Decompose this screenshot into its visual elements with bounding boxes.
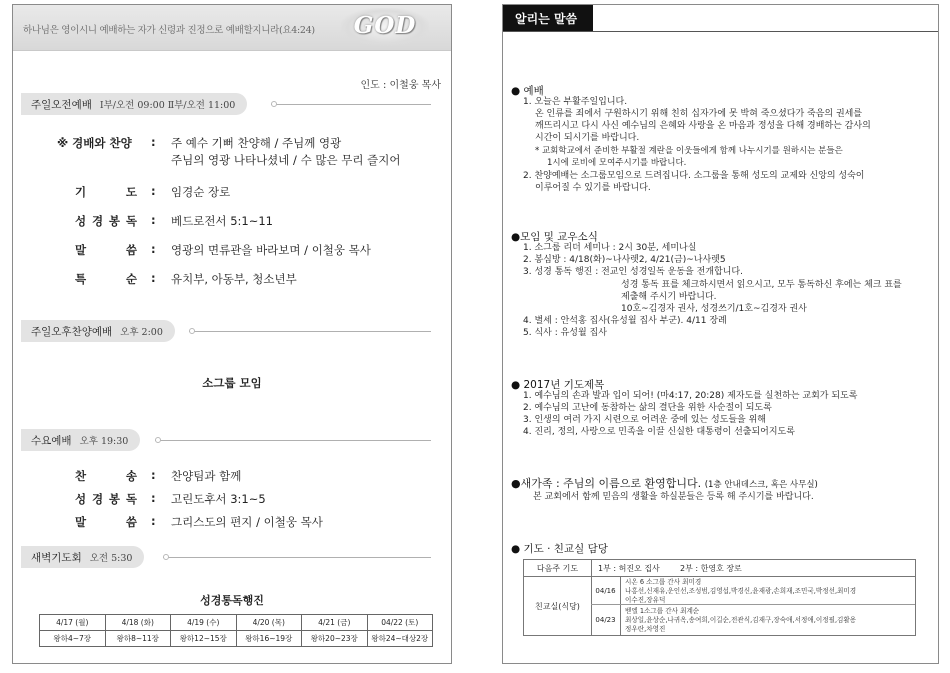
section-header-afternoon: [21, 320, 431, 342]
table-divider: [620, 577, 621, 635]
section-time: 오전 5:30: [89, 553, 133, 564]
fellowship-label: 친교실(식당): [535, 601, 580, 611]
row-label: ※ 경배와 찬양: [57, 136, 132, 150]
section-title: 주일오전예배: [31, 98, 92, 111]
prayer-topic: 1. 예수님의 손과 발과 입이 되어! (마4:17, 20:28) 제자도를 실천하는 교회가 되도록: [523, 391, 858, 401]
section-pill: [21, 429, 140, 451]
entry-date: 04/16: [595, 586, 616, 595]
section-title: 수요예배: [31, 434, 72, 447]
table-cell: 왕하20~23장: [302, 631, 368, 647]
row-colon: :: [151, 468, 156, 482]
meetings-line: 5. 식사 : 유성월 집사: [523, 328, 607, 338]
fellowship-heading: ● 기도 · 친교실 담당: [511, 543, 608, 555]
worship-line: 이루어질 수 있기를 바랍니다.: [535, 183, 651, 193]
prayer-topics-heading: ● 2017년 기도제목: [511, 379, 605, 391]
table-cell: 왕하12~15장: [171, 631, 237, 647]
meetings-line: 4. 별세 : 안석홍 집사(유성월 집사 부군). 4/11 장례: [523, 316, 727, 326]
next-prayer-second: 2부 : 한영호 장로: [680, 563, 742, 573]
table-cell: 왕하16~19장: [236, 631, 302, 647]
worship-heading: ● 예배: [511, 85, 544, 97]
table-cell: 왕하4~7장: [40, 631, 106, 647]
entry-line: 이수진,장유덕: [625, 596, 666, 604]
announcements-header: 알리는 말씀: [503, 5, 593, 32]
table-cell: 왕하8~11장: [105, 631, 171, 647]
section-dot: [271, 101, 277, 107]
section-header-morning: [21, 93, 431, 115]
row-colon: :: [151, 213, 156, 227]
god-logo: [341, 8, 429, 46]
prayer-topic: 4. 진리, 정의, 사랑으로 민족을 이끌 신실한 대통령이 선출되어지도록: [523, 427, 795, 437]
worship-line: 1. 오늘은 부활주일입니다.: [523, 97, 628, 107]
meetings-line: 1. 소그룹 리더 세미나 : 2시 30분, 세미나실: [523, 243, 697, 253]
table-row: [40, 631, 433, 647]
entry-date: 04/23: [595, 616, 616, 624]
table-row: [40, 615, 433, 631]
row-value: [171, 135, 400, 169]
row-label: 말 씀: [75, 243, 137, 257]
worship-line: * 교회학교에서 준비한 부활절 계란을 이웃들에게 함께 나누시기를 원하시는 분들은: [535, 146, 843, 156]
section-pill: [21, 93, 247, 115]
row-value: 베드로전서 5:1~11: [171, 214, 273, 228]
section-divider: [155, 440, 431, 441]
table-cell: 4/18 (화): [105, 615, 171, 631]
section-time: 오후 2:00: [120, 327, 163, 338]
section-dot: [189, 328, 195, 334]
announcements-page: [502, 4, 939, 664]
table-cell: 4/20 (목): [236, 615, 302, 631]
row-label: 기 도: [75, 185, 137, 199]
row-label: 말 씀: [75, 515, 137, 529]
bulletin-order-page: [12, 4, 452, 664]
section-pill: [21, 546, 144, 568]
row-label: 찬 송: [75, 469, 137, 483]
newcomers-line: 본 교회에서 함께 믿음의 생활을 하실분들은 등록 해 주시기를 바랍니다.: [533, 492, 814, 502]
prayer-topic: 3. 인생의 여러 가지 시련으로 어려운 중에 있는 성도들을 위해: [523, 415, 766, 425]
table-cell: 왕하24~대상2장: [367, 631, 433, 647]
newcomers-title: ●새가족 : 주님의 이름으로 환영합니다.: [511, 477, 702, 490]
newcomers-note: (1층 안내데스크, 혹은 사무실): [704, 480, 818, 490]
row-value: 찬양팀과 함께: [171, 469, 242, 483]
entry-line: 시온 6 소그룹 간사 최미경: [625, 578, 702, 586]
table-cell: 4/21 (금): [302, 615, 368, 631]
praise-line-2: 주님의 영광 나타나셨네 / 수 많은 무리 즐지어: [171, 153, 401, 167]
worship-line: 1시에 로비에 모여주시기를 바랍니다.: [547, 158, 687, 168]
row-colon: :: [151, 491, 156, 505]
row-label: 성 경 봉 독: [75, 492, 137, 506]
worship-line: 깨뜨리시고 다시 사신 예수님의 은혜와 사랑을 온 마음과 정성을 다해 경배하는 감사의: [535, 121, 871, 131]
row-colon: :: [151, 271, 156, 285]
section-divider: [189, 331, 431, 332]
newcomers-heading: [511, 475, 818, 491]
fellowship-table: [523, 559, 916, 636]
prayer-topic: 2. 예수님의 고난에 동참하는 삶의 결단을 위한 사순절이 되도록: [523, 403, 772, 413]
next-prayer-first: 1부 : 허진오 집사: [598, 563, 660, 573]
section-dot: [155, 437, 161, 443]
entry-line: 벧엘 1소그룹 간사 최계순: [625, 607, 700, 615]
row-label: 성 경 봉 독: [75, 214, 137, 228]
worship-line: 시간이 되시기를 바랍니다.: [535, 133, 640, 143]
row-label: 특 순: [75, 272, 137, 286]
table-cell: 4/19 (수): [171, 615, 237, 631]
table-cell: 4/17 (월): [40, 615, 106, 631]
reading-title: 성경통독행진: [200, 594, 264, 607]
praise-line-1: 주 예수 기뻐 찬양해 / 주님께 영광: [171, 136, 342, 150]
entry-line: 최상일,윤상순,나귀옥,송여희,이길순,전관식,김재구,장숙애,서정애,이정필,김활용: [625, 616, 857, 624]
section-dot: [163, 554, 169, 560]
section-divider: [271, 104, 431, 105]
meetings-line: 제출해 주시기 바랍니다.: [621, 292, 717, 302]
table-divider: [591, 560, 592, 576]
row-colon: :: [151, 514, 156, 528]
row-value: 임경순 장로: [171, 185, 231, 199]
meetings-heading: ●모임 및 교우소식: [511, 231, 598, 243]
table-cell: 04/22 (토): [367, 615, 433, 631]
section-title: 주일오후찬양예배: [31, 325, 113, 338]
section-header-wednesday: [21, 429, 431, 451]
preacher-label: 인도 : 이철웅 목사: [360, 80, 441, 91]
row-colon: :: [151, 135, 156, 149]
row-value: 영광의 면류관을 바라보며 / 이철웅 목사: [171, 243, 371, 257]
section-divider: [163, 557, 431, 558]
worship-line: 2. 찬양예배는 소그룹모임으로 드려집니다. 소그룹을 통해 성도의 교제와 신앙의 성숙이: [523, 171, 865, 181]
row-colon: :: [151, 242, 156, 256]
entry-names: [625, 607, 856, 634]
entry-line: 나홍선,신재유,운인선,조성범,김영섭,박경신,윤재광,손희재,조민국,박정선,최미경: [625, 587, 857, 595]
page-header: [13, 5, 451, 51]
header-rule: [503, 31, 938, 32]
afternoon-content: 소그룹 모임: [202, 376, 262, 390]
meetings-line: 10호~김경자 권사, 성경쓰기/1호~김경자 권사: [621, 304, 807, 314]
section-time: Ⅰ부/오전 09:00 Ⅱ부/오전 11:00: [99, 100, 236, 111]
table-row: [524, 560, 915, 577]
row-value: 그리스도의 편지 / 이철웅 목사: [171, 515, 323, 529]
reading-table: [39, 614, 433, 647]
section-pill: [21, 320, 175, 342]
row-value: 고린도후서 3:1~5: [171, 492, 266, 506]
meetings-line: 성경 통독 표를 체크하시면서 읽으시고, 모두 통독하신 후에는 체크 표를: [621, 280, 902, 290]
meetings-line: 2. 봉심방 : 4/18(화)~나사렛2, 4/21(금)~나사렛5: [523, 255, 726, 265]
worship-line: 온 인류를 죄에서 구원하시기 위해 친히 십자가에 못 박혀 죽으셨다가 죽음의 권세를: [535, 109, 863, 119]
row-value: 유치부, 아동부, 청소년부: [171, 272, 297, 286]
header-motto: 하나님은 영이시니 예배하는 자가 신령과 진정으로 예배할지니라(요4:24): [23, 25, 315, 36]
section-title: 새벽기도회: [31, 551, 82, 564]
section-header-dawn: [21, 546, 431, 568]
entry-line: 정우란,차영진: [625, 625, 666, 633]
meetings-line: 3. 성경 통독 행진 : 전교인 성경일독 운동을 전개합니다.: [523, 267, 743, 277]
god-logo-text: GOD: [353, 12, 417, 39]
section-time: 오후 19:30: [79, 436, 129, 447]
table-row: [524, 577, 915, 635]
row-colon: :: [151, 184, 156, 198]
entry-names: [625, 578, 856, 605]
next-prayer-label: 다음주 기도: [536, 563, 579, 573]
